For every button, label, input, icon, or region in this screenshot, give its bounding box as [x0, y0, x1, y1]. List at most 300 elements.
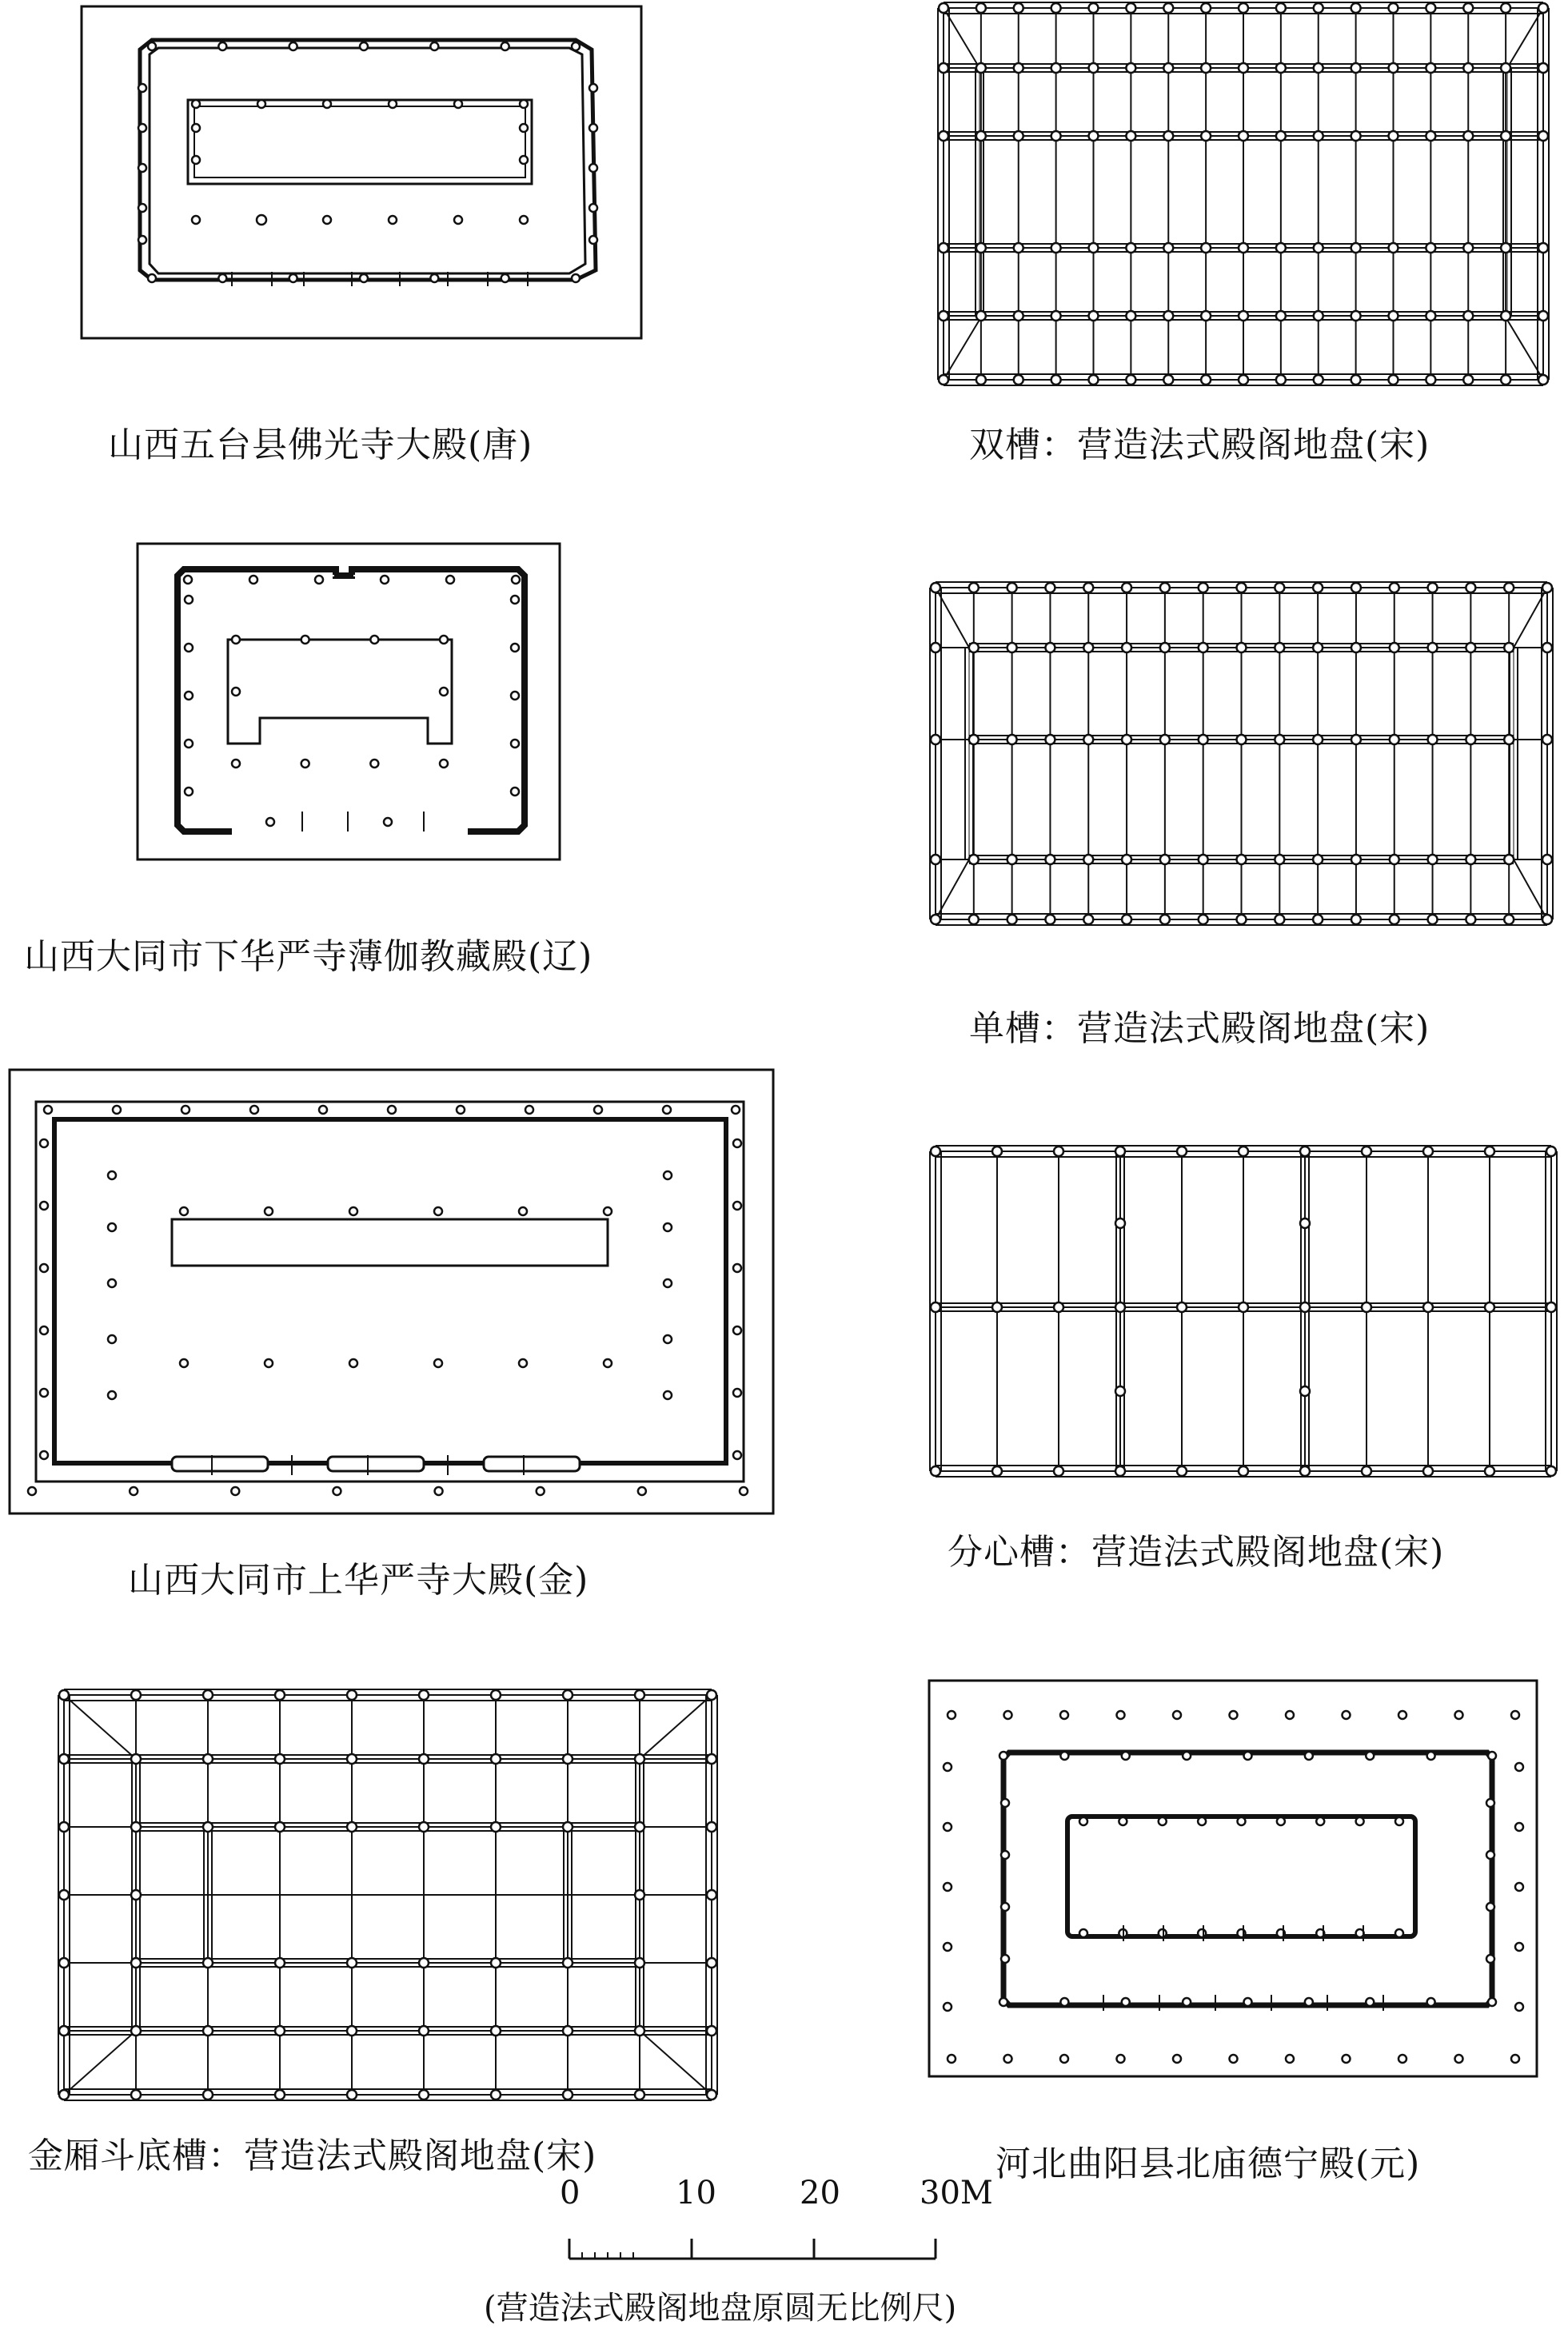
column-dot: [457, 1106, 465, 1114]
plan-shuangcao-svg: [920, 0, 1568, 400]
column-dot: [1014, 375, 1023, 385]
column-dot: [511, 788, 519, 796]
caption-shanghuayan: 山西大同市上华严寺大殿(金): [128, 1560, 589, 1601]
column-dot: [520, 100, 528, 108]
column-dot: [1199, 583, 1208, 592]
column-dot: [1504, 643, 1514, 652]
column-dot: [635, 2090, 644, 2100]
column-dot: [131, 1958, 141, 1968]
column-dot: [733, 1326, 741, 1334]
scale-tick-20: 20: [800, 2175, 840, 2211]
column-dot: [1351, 311, 1361, 321]
column-dot: [1160, 855, 1170, 864]
column-dot: [520, 216, 528, 224]
column-group: [944, 1711, 1523, 2063]
column-dot: [969, 915, 979, 924]
column-dot: [1122, 1998, 1130, 2006]
column-dot: [1014, 311, 1023, 321]
column-dot: [1305, 1752, 1313, 1760]
column-dot: [1314, 3, 1323, 13]
column-dot: [301, 636, 309, 644]
beam: [1503, 68, 1511, 316]
column-dot: [203, 1690, 213, 1700]
column-dot: [1163, 63, 1173, 73]
column-dot: [1060, 1998, 1068, 2006]
column-dot: [1163, 375, 1173, 385]
scale-tick-30m: 30M: [920, 2175, 993, 2211]
column-dot: [1351, 131, 1361, 141]
column-dot: [419, 2090, 429, 2100]
tie-line: [64, 2031, 136, 2095]
column-dot: [1122, 643, 1131, 652]
column-dot: [347, 1754, 357, 1764]
column-dot: [1001, 1903, 1009, 1911]
tie-line: [640, 2031, 712, 2095]
column-dot: [1201, 3, 1211, 13]
column-dot: [1389, 131, 1398, 141]
column-dot: [1115, 1218, 1125, 1228]
column-dot: [1198, 1817, 1206, 1825]
column-dot: [370, 760, 378, 768]
column-dot: [732, 1106, 740, 1114]
column-dot: [323, 100, 331, 108]
column-dot: [1305, 1998, 1313, 2006]
column-dot: [1313, 583, 1323, 592]
column-dot: [1538, 311, 1548, 321]
column-dot: [1398, 1711, 1406, 1719]
column-dot: [1504, 735, 1514, 744]
column-dot: [1239, 63, 1248, 73]
column-dot: [192, 124, 200, 132]
column-dot: [1007, 915, 1017, 924]
tie-line: [64, 1695, 136, 1759]
column-dot: [1314, 375, 1323, 385]
column-dot: [440, 688, 448, 696]
column-dot: [511, 644, 519, 652]
column-dot: [1466, 735, 1475, 744]
scale-bar: [560, 2211, 1007, 2275]
column-dot: [1239, 3, 1248, 13]
column-dot: [1515, 1763, 1523, 1771]
column-dot: [131, 2026, 141, 2036]
column-dot: [185, 740, 193, 748]
column-dot: [388, 1106, 396, 1114]
beam: [64, 1755, 712, 1763]
column-dot: [1351, 583, 1361, 592]
column-dot: [1455, 2055, 1463, 2063]
column-dot: [203, 1958, 213, 1968]
beam: [64, 1689, 712, 1701]
column-dot: [1542, 643, 1552, 652]
column-dot: [389, 216, 397, 224]
column-dot: [1515, 1883, 1523, 1891]
column-dot: [1201, 311, 1211, 321]
column-dot: [1486, 1851, 1494, 1859]
column-dot: [419, 2026, 429, 2036]
column-dot: [635, 1822, 644, 1832]
column-dot: [491, 1822, 501, 1832]
column-dot: [1173, 1711, 1181, 1719]
column-dot: [1115, 1386, 1125, 1396]
column-dot: [1115, 1466, 1125, 1476]
column-dot: [1485, 1147, 1494, 1156]
column-dot: [138, 84, 146, 92]
column-dot: [1515, 1823, 1523, 1831]
column-dot: [931, 915, 940, 924]
column-dot: [1300, 1147, 1310, 1156]
column-dot: [430, 274, 438, 282]
column-dot: [969, 735, 979, 744]
column-dot: [1007, 855, 1017, 864]
column-dot: [635, 1890, 644, 1900]
column-dot: [275, 1822, 285, 1832]
column-dot: [440, 760, 448, 768]
column-dot: [1390, 855, 1399, 864]
column-dot: [969, 855, 979, 864]
column-dot: [182, 1106, 190, 1114]
column-dot: [138, 204, 146, 212]
column-dot: [1089, 131, 1099, 141]
column-dot: [1501, 3, 1510, 13]
column-dot: [384, 818, 392, 826]
column-dot: [525, 1106, 533, 1114]
column-dot: [664, 1335, 672, 1343]
plan-shanghuayan-hall: [0, 1055, 784, 1535]
column-dot: [1542, 735, 1552, 744]
column-dot: [275, 1958, 285, 1968]
column-dot: [1045, 855, 1055, 864]
column-dot: [1486, 1799, 1494, 1807]
column-dot: [1390, 643, 1399, 652]
column-dot: [203, 2026, 213, 2036]
column-dot: [1079, 1817, 1087, 1825]
column-dot: [519, 1207, 527, 1215]
plan-foguang-temple: [0, 0, 784, 416]
column-dot: [1239, 375, 1248, 385]
column-dot: [435, 1487, 443, 1495]
column-dot: [939, 131, 948, 141]
tie-line: [640, 1695, 712, 1759]
column-dot: [1237, 583, 1247, 592]
column-dot: [1183, 1752, 1191, 1760]
column-dot: [1351, 735, 1361, 744]
column-dot: [1398, 2055, 1406, 2063]
column-dot: [563, 1822, 573, 1832]
column-dot: [1351, 915, 1361, 924]
column-dot: [520, 156, 528, 164]
column-dot: [976, 375, 986, 385]
column-dot: [138, 164, 146, 172]
column-dot: [733, 1389, 741, 1397]
column-dot: [969, 583, 979, 592]
column-dot: [1351, 63, 1361, 73]
column-dot: [1428, 643, 1438, 652]
column-dot: [1160, 583, 1170, 592]
column-dot: [1117, 2055, 1125, 2063]
column-dot: [491, 1754, 501, 1764]
column-dot: [1395, 1929, 1403, 1937]
column-dot: [944, 1823, 952, 1831]
column-dot: [491, 2090, 501, 2100]
column-dot: [1276, 3, 1286, 13]
column-dot: [511, 692, 519, 700]
column-dot: [1313, 643, 1323, 652]
plan-jinxiang: [48, 1679, 768, 2095]
column-dot: [707, 2026, 716, 2036]
column-dot: [1083, 735, 1093, 744]
column-dot: [1466, 643, 1475, 652]
column-dot: [1356, 1817, 1364, 1825]
column-dot: [323, 216, 331, 224]
column-dot: [1201, 131, 1211, 141]
column-dot: [1126, 243, 1135, 253]
column-dot: [1488, 1998, 1496, 2006]
column-dot: [664, 1171, 672, 1179]
column-dot: [1054, 1302, 1063, 1312]
column-dot: [360, 42, 368, 50]
column-dot: [1177, 1302, 1187, 1312]
column-dot: [1237, 915, 1247, 924]
caption-shuangcao: 双槽：营造法式殿阁地盘(宋): [969, 425, 1430, 465]
column-dot: [1199, 915, 1208, 924]
column-dot: [1007, 643, 1017, 652]
column-dot: [976, 243, 986, 253]
column-dot: [148, 274, 156, 282]
column-dot: [1159, 1929, 1167, 1937]
column-dot: [40, 1202, 48, 1210]
column-dot: [231, 1487, 239, 1495]
column-dot: [130, 1487, 138, 1495]
column-dot: [1300, 1386, 1310, 1396]
column-group: [184, 576, 520, 832]
column-dot: [563, 1690, 573, 1700]
column-dot: [733, 1202, 741, 1210]
column-dot: [1275, 583, 1284, 592]
column-dot: [1163, 3, 1173, 13]
column-dot: [992, 1302, 1002, 1312]
column-dot: [511, 596, 519, 604]
column-dot: [347, 1958, 357, 1968]
column-dot: [1426, 63, 1435, 73]
column-dot: [1126, 131, 1135, 141]
column-dot: [1486, 1903, 1494, 1911]
caption-foguang: 山西五台县佛光寺大殿(唐): [108, 425, 533, 465]
column-dot: [1504, 583, 1514, 592]
column-dot: [931, 735, 940, 744]
column-dot: [203, 1822, 213, 1832]
column-dot: [1501, 311, 1510, 321]
column-dot: [1501, 63, 1510, 73]
plan-bojia-svg: [0, 528, 784, 871]
column-dot: [939, 63, 948, 73]
column-dot: [1115, 1302, 1125, 1312]
column-dot: [131, 1754, 141, 1764]
column-dot: [1463, 63, 1473, 73]
column-dot: [360, 274, 368, 282]
column-dot: [563, 2026, 573, 2036]
column-dot: [563, 2090, 573, 2100]
plan-dening-svg: [920, 1671, 1568, 2087]
column-dot: [1362, 1302, 1371, 1312]
column-dot: [948, 2055, 956, 2063]
column-dot: [635, 1958, 644, 1968]
column-dot: [1177, 1147, 1187, 1156]
column-dot: [1239, 1147, 1248, 1156]
column-dot: [1427, 1752, 1435, 1760]
column-dot: [1515, 1943, 1523, 1951]
column-dot: [1051, 243, 1061, 253]
column-dot: [1126, 375, 1135, 385]
caption-dancao: 单槽：营造法式殿阁地盘(宋): [969, 1008, 1430, 1049]
column-dot: [519, 1359, 527, 1367]
column-dot: [289, 274, 297, 282]
column-dot: [1089, 243, 1099, 253]
column-dot: [1423, 1302, 1433, 1312]
column-dot: [257, 100, 265, 108]
column-dot: [59, 1890, 69, 1900]
column-dot: [1275, 735, 1284, 744]
column-dot: [203, 2090, 213, 2100]
column-dot: [1119, 1817, 1127, 1825]
column-dot: [520, 124, 528, 132]
column-dot: [1160, 643, 1170, 652]
column-dot: [1060, 1752, 1068, 1760]
column-dot: [1060, 2055, 1068, 2063]
column-dot: [1343, 2055, 1351, 2063]
column-dot: [40, 1139, 48, 1147]
column-dot: [381, 576, 389, 584]
column-dot: [1426, 3, 1435, 13]
column-dot: [1201, 243, 1211, 253]
column-dot: [1313, 855, 1323, 864]
column-dot: [1001, 1955, 1009, 1963]
column-dot: [1163, 311, 1173, 321]
column-dot: [1051, 311, 1061, 321]
column-dot: [59, 2026, 69, 2036]
column-dot: [1463, 375, 1473, 385]
column-dot: [1390, 583, 1399, 592]
column-dot: [1051, 3, 1061, 13]
column-dot: [1177, 1466, 1187, 1476]
column-dot: [1079, 1929, 1087, 1937]
column-dot: [999, 1998, 1007, 2006]
column-dot: [59, 1958, 69, 1968]
column-dot: [638, 1487, 646, 1495]
beam: [64, 2089, 712, 2100]
column-dot: [265, 1207, 273, 1215]
column-dot: [976, 311, 986, 321]
column-dot: [108, 1171, 116, 1179]
column-group: [138, 42, 597, 286]
column-dot: [185, 692, 193, 700]
column-dot: [1466, 583, 1475, 592]
column-dot: [108, 1223, 116, 1231]
column-dot: [931, 1302, 940, 1312]
column-dot: [1351, 643, 1361, 652]
column-dot: [1423, 1466, 1433, 1476]
column-dot: [1198, 1929, 1206, 1937]
column-dot: [1463, 243, 1473, 253]
column-dot: [40, 1389, 48, 1397]
column-dot: [1004, 1711, 1012, 1719]
column-dot: [192, 100, 200, 108]
column-dot: [707, 1890, 716, 1900]
column-dot: [1362, 1147, 1371, 1156]
column-dot: [59, 1754, 69, 1764]
column-dot: [333, 1487, 341, 1495]
column-dot: [931, 1466, 940, 1476]
column-dot: [740, 1487, 748, 1495]
column-dot: [1199, 643, 1208, 652]
column-dot: [59, 1690, 69, 1700]
column-dot: [184, 576, 192, 584]
column-dot: [347, 2090, 357, 2100]
column-dot: [491, 2026, 501, 2036]
column-dot: [1366, 1998, 1374, 2006]
column-dot: [1083, 915, 1093, 924]
column-dot: [1542, 583, 1552, 592]
column-dot: [454, 100, 462, 108]
column-dot: [1362, 1466, 1371, 1476]
column-dot: [944, 2003, 952, 2011]
plan-dening-hall: [920, 1671, 1568, 2087]
column-dot: [976, 131, 986, 141]
column-dot: [1504, 855, 1514, 864]
column-dot: [1122, 915, 1131, 924]
column-dot: [1001, 1799, 1009, 1807]
column-dot: [108, 1279, 116, 1287]
column-dot: [1007, 583, 1017, 592]
column-dot: [1004, 2055, 1012, 2063]
column-dot: [491, 1690, 501, 1700]
column-dot: [1089, 3, 1099, 13]
column-dot: [131, 1822, 141, 1832]
column-dot: [1426, 311, 1435, 321]
column-dot: [1089, 311, 1099, 321]
column-dot: [491, 1958, 501, 1968]
column-dot: [1045, 915, 1055, 924]
column-dot: [1239, 131, 1248, 141]
column-dot: [1389, 375, 1398, 385]
plan-bojia-hall: [0, 528, 784, 871]
column-dot: [275, 1690, 285, 1700]
column-dot: [999, 1752, 1007, 1760]
column-dot: [1014, 131, 1023, 141]
column-dot: [347, 1822, 357, 1832]
column-dot: [1343, 1711, 1351, 1719]
column-dot: [1300, 1466, 1310, 1476]
column-dot: [185, 644, 193, 652]
column-dot: [1230, 2055, 1238, 2063]
column-dot: [976, 3, 986, 13]
column-dot: [733, 1139, 741, 1147]
column-dot: [1276, 375, 1286, 385]
column-dot: [1083, 583, 1093, 592]
column-dot: [446, 576, 454, 584]
column-dot: [512, 576, 520, 584]
column-dot: [1538, 3, 1548, 13]
column-dot: [419, 1822, 429, 1832]
column-dot: [931, 643, 940, 652]
column-dot: [1423, 1147, 1433, 1156]
column-dot: [1538, 131, 1548, 141]
column-dot: [1542, 855, 1552, 864]
column-dot: [1511, 1711, 1519, 1719]
column-dot: [1485, 1466, 1494, 1476]
column-dot: [1427, 1998, 1435, 2006]
column-dot: [250, 1106, 258, 1114]
column-dot: [59, 2090, 69, 2100]
